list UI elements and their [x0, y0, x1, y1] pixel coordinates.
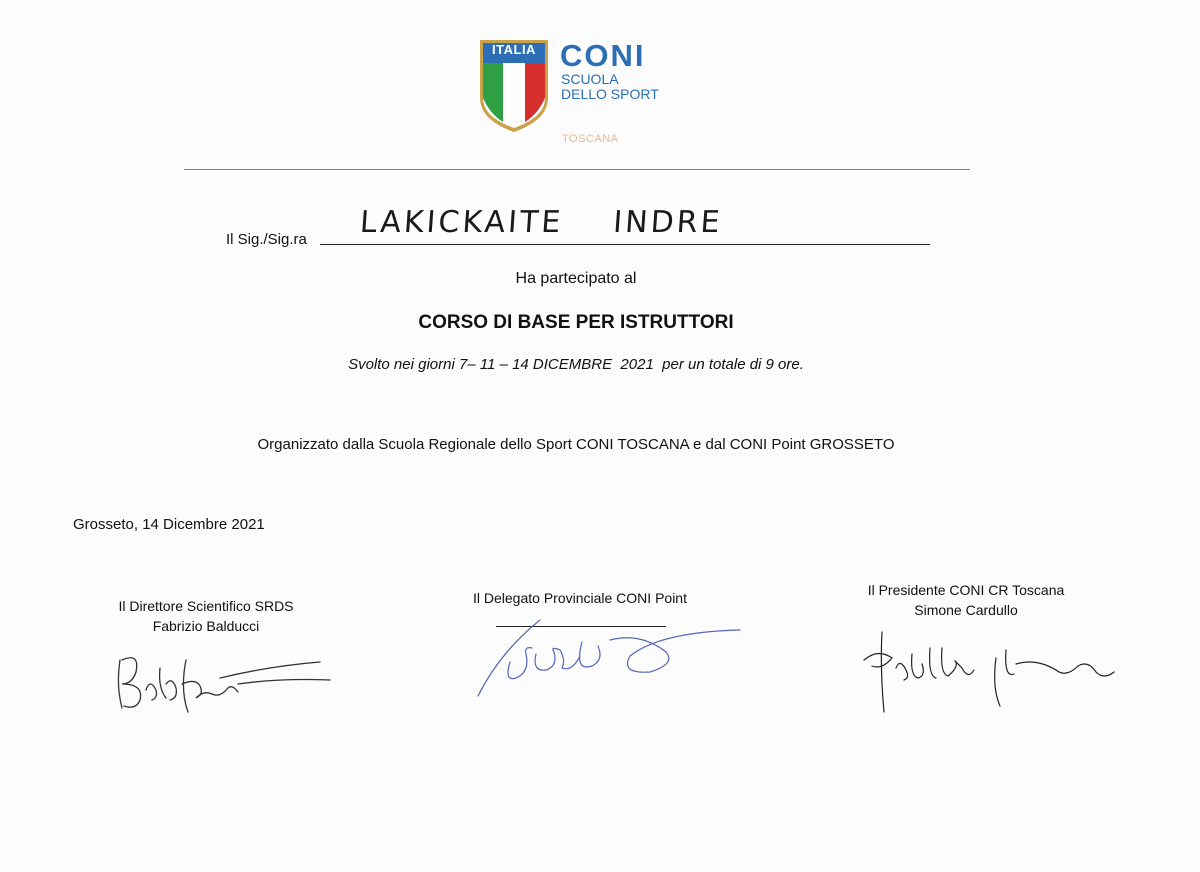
recipient-name: LAKICKAITE INDRE: [358, 205, 724, 240]
logo-region: TOSCANA: [562, 133, 619, 145]
logo-subtitle-line1: SCUOLA: [561, 71, 619, 87]
header-divider: [184, 169, 970, 170]
signature-left: [100, 640, 340, 720]
recipient-name-line: [320, 244, 930, 245]
participation-text: Ha partecipato al: [515, 270, 637, 287]
course-title: CORSO DI BASE PER ISTRUTTORI: [418, 312, 734, 333]
signatory-right: [846, 580, 1086, 620]
course-dates: Svolto nei giorni 7– 11 – 14 DICEMBRE 2021 per un totale di 9 ore.: [348, 356, 804, 373]
signatory-right-role: Il Presidente CONI CR Toscana: [867, 582, 1065, 598]
logo-subtitle-line2: DELLO SPORT: [561, 86, 659, 102]
shield-label: ITALIA: [492, 42, 536, 57]
signature-right: [856, 628, 1126, 718]
organizer-text: Organizzato dalla Scuola Regionale dello Sport CONI TOSCANA e dal CONI Point GROSSETO: [257, 436, 895, 453]
signatory-left-name: Fabrizio Balducci: [152, 618, 260, 634]
signatory-left: [86, 596, 326, 636]
coni-logo: [478, 38, 678, 148]
place-date: Grosseto, 14 Dicembre 2021: [73, 516, 265, 533]
signatory-right-name: Simone Cardullo: [914, 602, 1018, 618]
signatory-middle-role: Il Delegato Provinciale CONI Point: [473, 590, 687, 606]
logo-title: CONI: [560, 38, 646, 73]
signatory-middle: [450, 588, 710, 608]
recipient-label: Il Sig./Sig.ra: [226, 231, 307, 248]
signatory-left-role: Il Direttore Scientifico SRDS: [118, 598, 294, 614]
signature-middle: [470, 612, 750, 702]
logo-subtitle: [561, 72, 659, 102]
